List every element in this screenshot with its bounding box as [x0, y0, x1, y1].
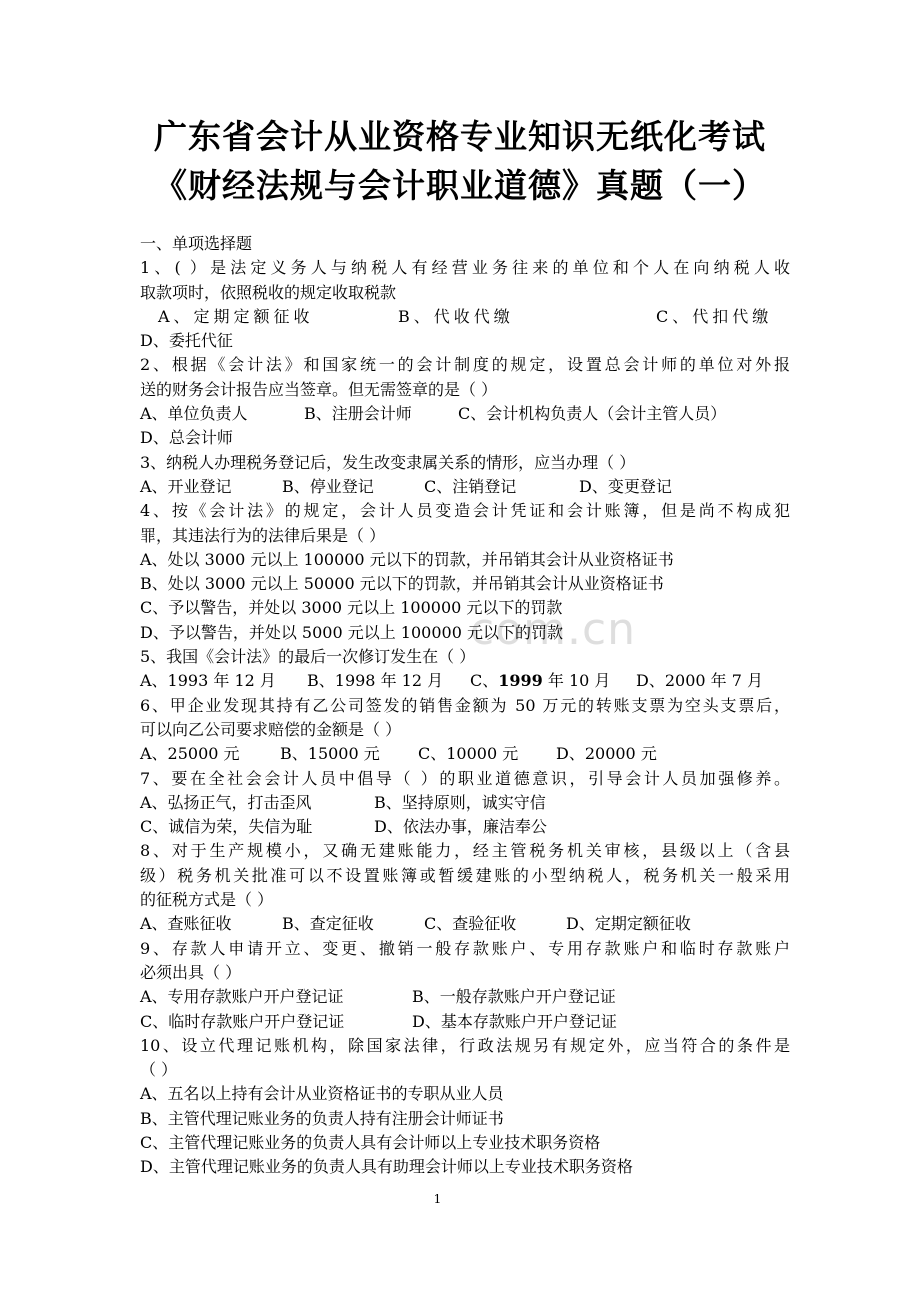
question-9-options-cd	[140, 1010, 790, 1034]
document-title-line1: 广东省会计从业资格专业知识无纸化考试	[154, 117, 766, 156]
option-b: B、坚持原则，诚实守信	[374, 792, 546, 812]
option-a: A、查账征收	[140, 914, 232, 934]
option-d: D、委托代征	[140, 331, 233, 351]
option-a: A、单位负责人	[140, 404, 248, 424]
question-9-text-cont: 必须出具（ ）	[140, 962, 242, 982]
option-b: B、处以 3000 元以上 50000 元以下的罚款，并吊销其会计从业资格证书	[140, 574, 664, 594]
option-c: C、10000 元	[418, 744, 519, 764]
question-1-options	[140, 305, 790, 329]
question-10-text: 10、设立代理记账机构，除国家法律，行政法规另有规定外，应当符合的条件是	[140, 1035, 790, 1055]
option-b: B、停业登记	[282, 476, 374, 496]
question-9-options-ab	[140, 985, 790, 1009]
question-8-text-cont: 级）税务机关批准可以不设置账簿或暂缓建账的小型纳税人，税务机关一般采用	[140, 865, 790, 885]
question-6-options	[140, 742, 790, 766]
question-2-text-cont: 送的财务会计报告应当签章。但无需签章的是（ ）	[140, 379, 498, 399]
question-2-text: 2、根据《会计法》和国家统一的会计制度的规定，设置总会计师的单位对外报	[140, 355, 790, 375]
option-b: B、代收代缴	[398, 306, 514, 326]
question-5-text: 5、我国《会计法》的最后一次修订发生在（ ）	[140, 647, 476, 667]
question-2-options	[140, 402, 790, 426]
option-d: D、定期定额征收	[566, 914, 691, 934]
question-9-text: 9、存款人申请开立、变更、撤销一般存款账户、专用存款账户和临时存款账户	[140, 938, 790, 958]
option-a: A、定期定额征收	[158, 306, 314, 326]
option-a: A、五名以上持有会计从业资格证书的专职从业人员	[140, 1084, 504, 1104]
section-heading: 一、单项选择题	[140, 234, 253, 253]
option-d: D、主管代理记账业务的负责人具有助理会计师以上专业技术职务资格	[140, 1157, 633, 1177]
option-b: B、主管代理记账业务的负责人持有注册会计师证书	[140, 1108, 504, 1128]
question-list	[140, 232, 790, 1180]
option-d: D、20000 元	[556, 744, 657, 764]
option-b: B、一般存款账户开户登记证	[412, 987, 616, 1007]
option-b: B、15000 元	[280, 744, 380, 764]
question-8-text-cont2: 的征税方式是（ ）	[140, 890, 274, 910]
option-c: C、诚信为荣，失信为耻	[140, 817, 313, 837]
option-d: D、依法办事，廉洁奉公	[374, 817, 547, 837]
question-3-text: 3、纳税人办理税务登记后，发生改变隶属关系的情形，应当办理（ ）	[140, 452, 636, 472]
option-a: A、处以 3000 元以上 100000 元以下的罚款，并吊销其会计从业资格证书	[140, 549, 674, 569]
question-7-options-cd	[140, 815, 790, 839]
page-number: 1	[433, 1192, 442, 1206]
option-c: C、代扣代缴	[656, 306, 773, 326]
question-6-text-cont: 可以向乙公司要求赔偿的金额是（ ）	[140, 719, 402, 739]
option-c: C、主管代理记账业务的负责人具有会计师以上专业技术职务资格	[140, 1132, 601, 1152]
option-a: A、1993 年 12 月	[140, 671, 276, 691]
option-c: C、会计机构负责人（会计主管人员）	[458, 404, 727, 424]
option-b: B、查定征收	[282, 914, 374, 934]
question-7-text: 7、要在全社会会计人员中倡导（ ）的职业道德意识，引导会计人员加强修养。	[140, 768, 790, 788]
question-4-text: 4、按《会计法》的规定，会计人员变造会计凭证和会计账簿，但是尚不构成犯	[140, 501, 790, 521]
question-3-options	[140, 475, 790, 499]
option-a: A、弘扬正气，打击歪风	[140, 792, 312, 812]
option-c: C、查验征收	[424, 914, 517, 934]
question-4-text-cont: 罪，其违法行为的法律后果是（ ）	[140, 525, 386, 545]
option-c: C、予以警告，并处以 3000 元以上 100000 元以下的罚款	[140, 598, 563, 618]
option-c: C、1999 年 10 月	[470, 671, 611, 691]
document-title-line2: 《财经法规与会计职业道德》真题（一）	[154, 166, 766, 205]
question-5-options	[140, 669, 790, 693]
question-6-text: 6、甲企业发现其持有乙公司签发的销售金额为 50 万元的转账支票为空头支票后，	[140, 695, 790, 715]
option-b: B、注册会计师	[304, 404, 412, 424]
watermark: com.cn	[470, 604, 637, 655]
option-a: A、25000 元	[140, 744, 240, 764]
question-10-text-cont: （ ）	[140, 1060, 178, 1080]
option-d: D、2000 年 7 月	[636, 671, 763, 691]
option-d: D、予以警告，并处以 5000 元以上 100000 元以下的罚款	[140, 622, 563, 642]
option-a: A、专用存款账户开户登记证	[140, 987, 344, 1007]
question-8-options	[140, 912, 790, 936]
option-d: D、基本存款账户开户登记证	[412, 1011, 617, 1031]
question-7-options-ab	[140, 791, 790, 815]
option-b: B、1998 年 12 月	[307, 671, 444, 691]
option-a: A、开业登记	[140, 476, 232, 496]
option-c: C、临时存款账户开户登记证	[140, 1011, 345, 1031]
option-c: C、注销登记	[424, 476, 517, 496]
question-1-text: 1、( ）是法定义务人与纳税人有经营业务往来的单位和个人在向纳税人收	[140, 258, 790, 278]
option-d: D、变更登记	[579, 476, 672, 496]
option-d: D、总会计师	[140, 428, 233, 448]
question-8-text: 8、对于生产规模小，又确无建账能力，经主管税务机关审核，县级以上（含县	[140, 841, 790, 861]
question-1-text-cont: 取款项时，依照税收的规定收取税款	[140, 282, 397, 302]
